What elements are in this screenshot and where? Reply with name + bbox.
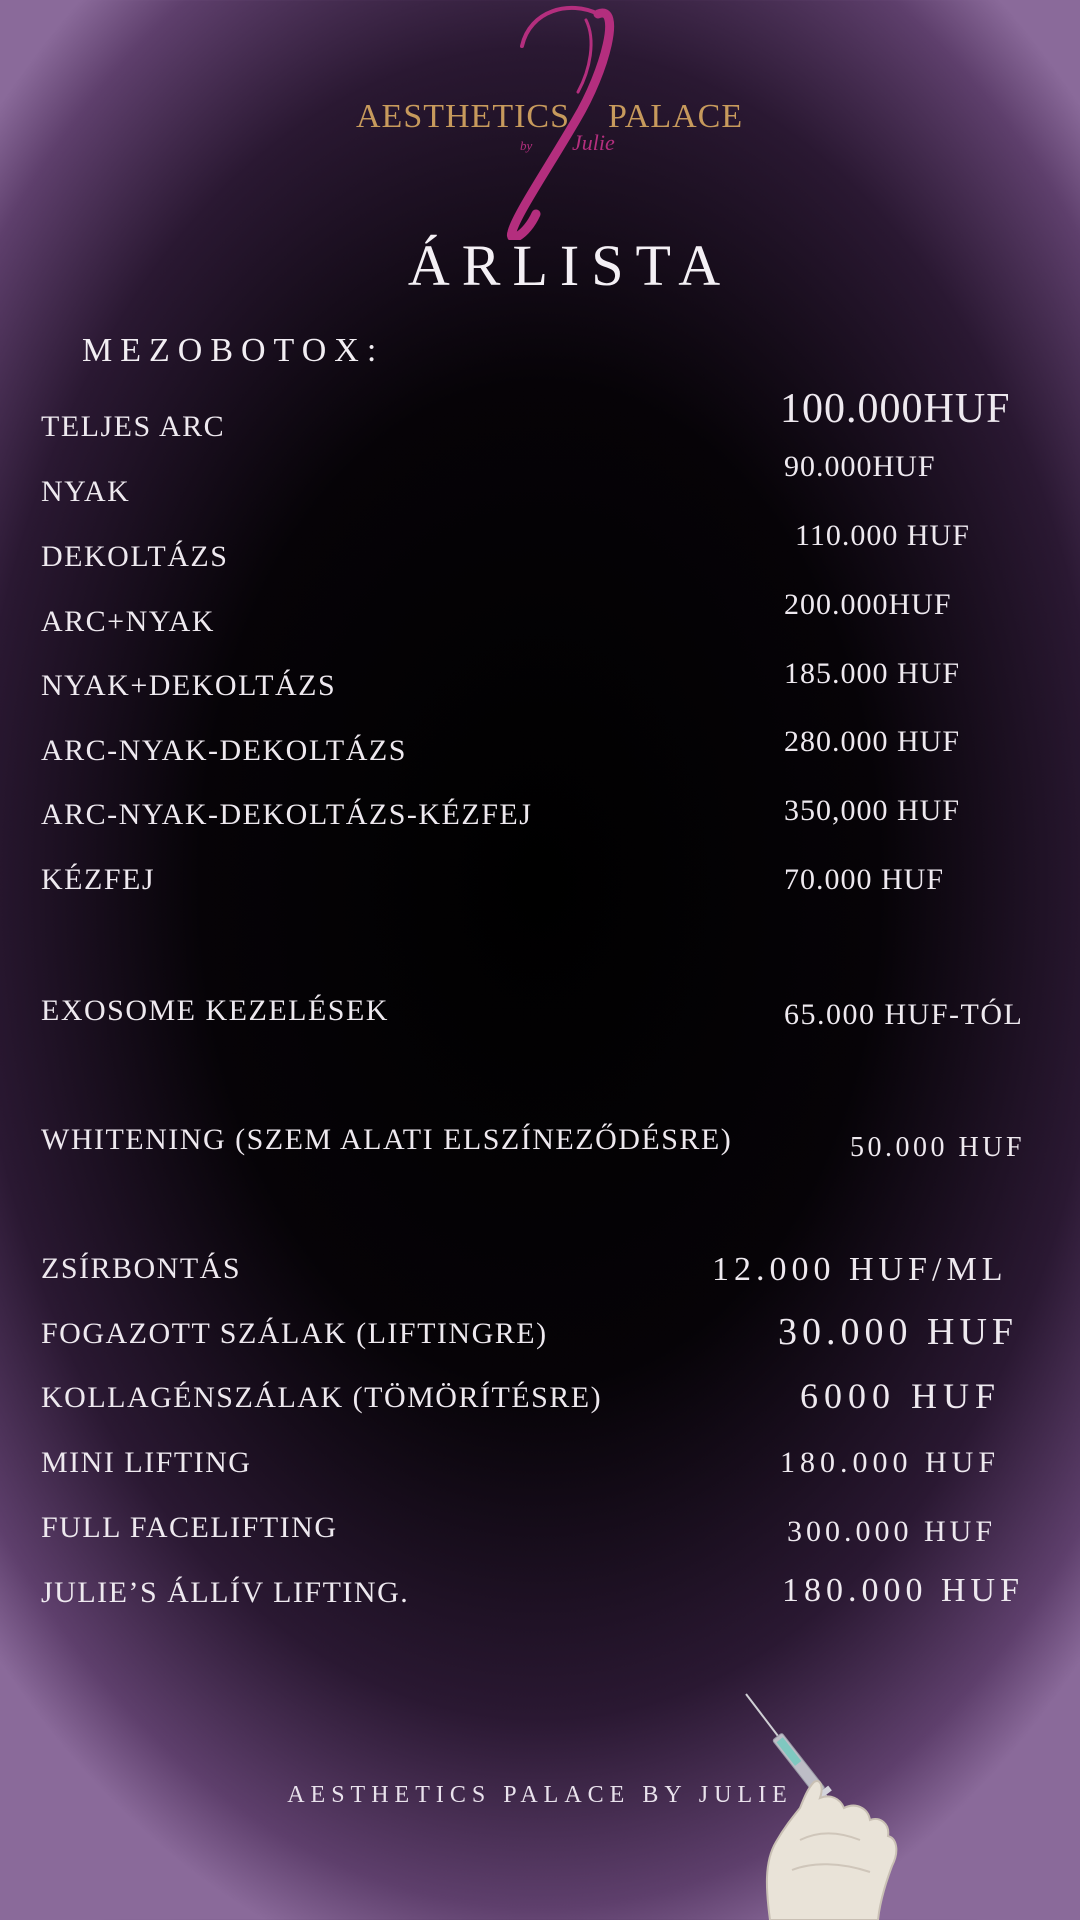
list-item-name: NYAK+DEKOLTÁZS (41, 669, 337, 702)
list-item-price: 12.000 HUF/ML (712, 1251, 1008, 1288)
list-item-name: NYAK (41, 475, 131, 508)
list-item-name: FOGAZOTT SZÁLAK (LIFTINGRE) (41, 1317, 548, 1350)
footer-brand: AESTHETICS PALACE BY JULIE (287, 1782, 793, 1808)
list-item-price: 90.000HUF (784, 450, 936, 483)
list-item-price: 200.000HUF (784, 588, 952, 621)
list-item-price: 65.000 HUF-TÓL (784, 998, 1024, 1031)
list-item-price: 6000 HUF (800, 1376, 1002, 1416)
list-item-price: 50.000 HUF (850, 1132, 1026, 1163)
list-item-price: 185.000 HUF (784, 657, 961, 690)
list-item-name: ARC+NYAK (41, 605, 215, 638)
list-item-price: 350,000 HUF (784, 794, 961, 827)
list-item-price: 180.000 HUF (780, 1446, 1001, 1479)
brand-logo (340, 0, 760, 240)
list-item-name: FULL FACELIFTING (41, 1511, 338, 1544)
list-item-name: EXOSOME KEZELÉSEK (41, 994, 389, 1027)
list-item-price: 300.000 HUF (787, 1515, 997, 1548)
logo-by-text: by (520, 138, 533, 153)
list-item-name: DEKOLTÁZS (41, 540, 229, 573)
list-item-price: 30.000 HUF (778, 1311, 1019, 1353)
list-item-name: KÉZFEJ (41, 863, 155, 896)
list-item-name: JULIE’S ÁLLÍV LIFTING. (41, 1576, 410, 1609)
logo-script-name: Julie (572, 130, 615, 155)
section-heading-mezobotox: MEZOBOTOX: (82, 332, 385, 369)
logo-wordmark-left: AESTHETICS (356, 98, 570, 135)
list-item-name: ZSÍRBONTÁS (41, 1252, 242, 1285)
list-item-price: 280.000 HUF (784, 725, 961, 758)
list-item-price: 110.000 HUF (795, 519, 970, 552)
list-item-name: WHITENING (SZEM ALATI ELSZÍNEZŐDÉSRE) (41, 1123, 733, 1156)
list-item-name: TELJES ARC (41, 410, 226, 443)
list-item-price: 180.000 HUF (782, 1572, 1025, 1609)
list-item-name: KOLLAGÉNSZÁLAK (TÖMÖRÍTÉSRE) (41, 1381, 603, 1414)
list-item-price: 70.000 HUF (784, 863, 945, 896)
list-item-name: ARC-NYAK-DEKOLTÁZS (41, 734, 407, 767)
logo-wordmark-right: PALACE (608, 98, 744, 135)
page-title: ÁRLISTA (407, 233, 733, 298)
list-item-name: ARC-NYAK-DEKOLTÁZS-KÉZFEJ (41, 798, 533, 831)
list-item-price: 100.000HUF (780, 386, 1011, 432)
list-item-name: MINI LIFTING (41, 1446, 252, 1479)
gloved-hand-syringe-icon (730, 1690, 930, 1920)
